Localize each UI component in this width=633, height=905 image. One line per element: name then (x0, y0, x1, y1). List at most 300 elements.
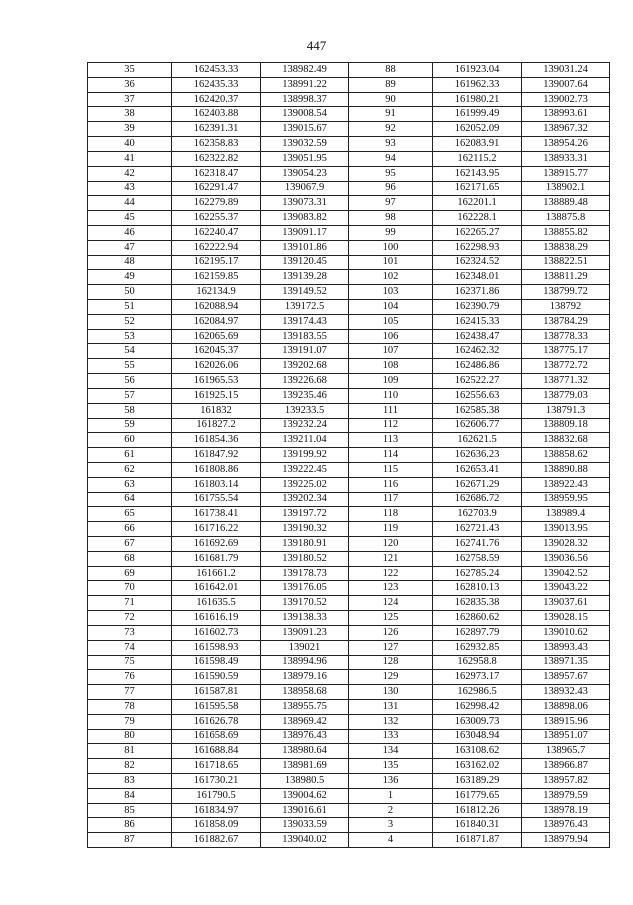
table-row (88, 537, 610, 552)
y-coordinate-right: 138966.87 (522, 759, 610, 774)
x-coordinate-left: 161965.53 (172, 374, 261, 389)
table-row (88, 729, 610, 744)
y-coordinate-left: 139180.52 (261, 551, 349, 566)
x-coordinate-right: 162653.41 (433, 462, 522, 477)
x-coordinate-right: 162621.5 (433, 433, 522, 448)
point-number-right: 88 (349, 63, 433, 78)
y-coordinate-left: 139172.5 (261, 300, 349, 315)
y-coordinate-left: 138981.69 (261, 759, 349, 774)
table-row (88, 522, 610, 537)
point-number-left: 64 (88, 492, 172, 507)
y-coordinate-right: 138978.19 (522, 803, 610, 818)
point-number-right: 99 (349, 225, 433, 240)
table-row (88, 300, 610, 315)
table-row (88, 566, 610, 581)
y-coordinate-right: 138811.29 (522, 270, 610, 285)
y-coordinate-right: 138976.43 (522, 818, 610, 833)
table-row (88, 181, 610, 196)
point-number-left: 44 (88, 196, 172, 211)
point-number-left: 81 (88, 744, 172, 759)
table-row (88, 374, 610, 389)
table-row (88, 418, 610, 433)
y-coordinate-right: 138838.29 (522, 240, 610, 255)
point-number-left: 62 (88, 462, 172, 477)
x-coordinate-left: 162045.37 (172, 344, 261, 359)
y-coordinate-left: 139180.91 (261, 537, 349, 552)
y-coordinate-left: 139191.07 (261, 344, 349, 359)
y-coordinate-left: 139083.82 (261, 211, 349, 226)
y-coordinate-right: 138772.72 (522, 359, 610, 374)
y-coordinate-left: 139067.9 (261, 181, 349, 196)
x-coordinate-left: 161642.01 (172, 581, 261, 596)
point-number-right: 135 (349, 759, 433, 774)
x-coordinate-left: 162065.69 (172, 329, 261, 344)
point-number-right: 102 (349, 270, 433, 285)
table-row (88, 403, 610, 418)
y-coordinate-left: 138969.42 (261, 714, 349, 729)
x-coordinate-right: 162686.72 (433, 492, 522, 507)
x-coordinate-left: 162291.47 (172, 181, 261, 196)
y-coordinate-right: 139042.52 (522, 566, 610, 581)
x-coordinate-right: 161980.21 (433, 92, 522, 107)
point-number-right: 103 (349, 285, 433, 300)
table-row (88, 581, 610, 596)
y-coordinate-right: 138951.07 (522, 729, 610, 744)
point-number-left: 75 (88, 655, 172, 670)
table-row (88, 92, 610, 107)
y-coordinate-left: 139233.5 (261, 403, 349, 418)
y-coordinate-right: 138993.61 (522, 107, 610, 122)
point-number-left: 76 (88, 670, 172, 685)
point-number-left: 38 (88, 107, 172, 122)
point-number-right: 115 (349, 462, 433, 477)
y-coordinate-left: 139091.17 (261, 225, 349, 240)
y-coordinate-right: 139036.56 (522, 551, 610, 566)
point-number-left: 74 (88, 640, 172, 655)
point-number-left: 77 (88, 685, 172, 700)
table-row (88, 151, 610, 166)
x-coordinate-right: 162083.91 (433, 137, 522, 152)
x-coordinate-left: 162318.47 (172, 166, 261, 181)
point-number-right: 112 (349, 418, 433, 433)
table-row (88, 507, 610, 522)
point-number-left: 70 (88, 581, 172, 596)
table-row (88, 255, 610, 270)
x-coordinate-left: 162134.9 (172, 285, 261, 300)
y-coordinate-right: 138959.95 (522, 492, 610, 507)
x-coordinate-left: 162084.97 (172, 314, 261, 329)
point-number-left: 57 (88, 388, 172, 403)
point-number-right: 98 (349, 211, 433, 226)
point-number-left: 79 (88, 714, 172, 729)
point-number-right: 119 (349, 522, 433, 537)
x-coordinate-right: 162785.24 (433, 566, 522, 581)
point-number-left: 66 (88, 522, 172, 537)
coordinates-table-body (88, 63, 610, 848)
point-number-left: 37 (88, 92, 172, 107)
y-coordinate-left: 139235.46 (261, 388, 349, 403)
y-coordinate-right: 138791.3 (522, 403, 610, 418)
y-coordinate-left: 139199.92 (261, 448, 349, 463)
point-number-right: 129 (349, 670, 433, 685)
point-number-right: 118 (349, 507, 433, 522)
x-coordinate-left: 161598.49 (172, 655, 261, 670)
x-coordinate-right: 162986.5 (433, 685, 522, 700)
x-coordinate-right: 163108.62 (433, 744, 522, 759)
x-coordinate-right: 161999.49 (433, 107, 522, 122)
y-coordinate-left: 139120.45 (261, 255, 349, 270)
y-coordinate-right: 138775.17 (522, 344, 610, 359)
table-row (88, 166, 610, 181)
table-row (88, 699, 610, 714)
point-number-left: 53 (88, 329, 172, 344)
table-row (88, 818, 610, 833)
x-coordinate-left: 161598.93 (172, 640, 261, 655)
point-number-right: 104 (349, 300, 433, 315)
x-coordinate-left: 162255.37 (172, 211, 261, 226)
point-number-right: 131 (349, 699, 433, 714)
point-number-right: 130 (349, 685, 433, 700)
x-coordinate-right: 162860.62 (433, 611, 522, 626)
y-coordinate-left: 139051.95 (261, 151, 349, 166)
y-coordinate-right: 139028.32 (522, 537, 610, 552)
table-row (88, 270, 610, 285)
x-coordinate-right: 162415.33 (433, 314, 522, 329)
point-number-right: 128 (349, 655, 433, 670)
x-coordinate-left: 161803.14 (172, 477, 261, 492)
point-number-left: 59 (88, 418, 172, 433)
point-number-left: 35 (88, 63, 172, 78)
x-coordinate-left: 161854.36 (172, 433, 261, 448)
y-coordinate-right: 139028.15 (522, 611, 610, 626)
y-coordinate-left: 139139.28 (261, 270, 349, 285)
x-coordinate-left: 161755.54 (172, 492, 261, 507)
x-coordinate-left: 161635.5 (172, 596, 261, 611)
x-coordinate-right: 162636.23 (433, 448, 522, 463)
table-row (88, 803, 610, 818)
x-coordinate-left: 162391.31 (172, 122, 261, 137)
y-coordinate-left: 138991.22 (261, 77, 349, 92)
point-number-right: 90 (349, 92, 433, 107)
x-coordinate-left: 161858.09 (172, 818, 261, 833)
y-coordinate-right: 138890.88 (522, 462, 610, 477)
y-coordinate-left: 139183.55 (261, 329, 349, 344)
x-coordinate-left: 162222.94 (172, 240, 261, 255)
x-coordinate-right: 161840.31 (433, 818, 522, 833)
point-number-right: 4 (349, 833, 433, 848)
x-coordinate-right: 162973.17 (433, 670, 522, 685)
y-coordinate-right: 138971.35 (522, 655, 610, 670)
table-row (88, 788, 610, 803)
point-number-right: 116 (349, 477, 433, 492)
point-number-left: 49 (88, 270, 172, 285)
point-number-left: 47 (88, 240, 172, 255)
table-row (88, 240, 610, 255)
point-number-right: 132 (349, 714, 433, 729)
point-number-right: 106 (349, 329, 433, 344)
point-number-right: 109 (349, 374, 433, 389)
y-coordinate-right: 139013.95 (522, 522, 610, 537)
y-coordinate-right: 138933.31 (522, 151, 610, 166)
table-row (88, 655, 610, 670)
point-number-left: 45 (88, 211, 172, 226)
table-row (88, 433, 610, 448)
y-coordinate-left: 139226.68 (261, 374, 349, 389)
x-coordinate-left: 162403.88 (172, 107, 261, 122)
y-coordinate-right: 138832.68 (522, 433, 610, 448)
x-coordinate-left: 161587.81 (172, 685, 261, 700)
y-coordinate-right: 138855.82 (522, 225, 610, 240)
point-number-left: 84 (88, 788, 172, 803)
x-coordinate-right: 162556.63 (433, 388, 522, 403)
table-row (88, 344, 610, 359)
y-coordinate-left: 139202.68 (261, 359, 349, 374)
point-number-right: 121 (349, 551, 433, 566)
point-number-left: 52 (88, 314, 172, 329)
x-coordinate-right: 161962.33 (433, 77, 522, 92)
table-row (88, 314, 610, 329)
table-row (88, 685, 610, 700)
point-number-right: 125 (349, 611, 433, 626)
x-coordinate-left: 161790.5 (172, 788, 261, 803)
table-row (88, 63, 610, 78)
table-row (88, 462, 610, 477)
point-number-right: 122 (349, 566, 433, 581)
x-coordinate-left: 162159.85 (172, 270, 261, 285)
table-row (88, 714, 610, 729)
y-coordinate-left: 139091.23 (261, 625, 349, 640)
y-coordinate-left: 139170.52 (261, 596, 349, 611)
table-row (88, 448, 610, 463)
point-number-right: 108 (349, 359, 433, 374)
y-coordinate-left: 139008.54 (261, 107, 349, 122)
x-coordinate-left: 162322.82 (172, 151, 261, 166)
point-number-right: 92 (349, 122, 433, 137)
point-number-left: 69 (88, 566, 172, 581)
point-number-right: 107 (349, 344, 433, 359)
table-row (88, 670, 610, 685)
y-coordinate-right: 138784.29 (522, 314, 610, 329)
x-coordinate-left: 161827.2 (172, 418, 261, 433)
table-row (88, 551, 610, 566)
x-coordinate-left: 162026.06 (172, 359, 261, 374)
point-number-right: 89 (349, 77, 433, 92)
y-coordinate-right: 138979.59 (522, 788, 610, 803)
point-number-left: 67 (88, 537, 172, 552)
y-coordinate-left: 139178.73 (261, 566, 349, 581)
x-coordinate-right: 162522.27 (433, 374, 522, 389)
point-number-right: 101 (349, 255, 433, 270)
table-row (88, 137, 610, 152)
table-row (88, 640, 610, 655)
x-coordinate-right: 162390.79 (433, 300, 522, 315)
point-number-right: 117 (349, 492, 433, 507)
point-number-right: 2 (349, 803, 433, 818)
x-coordinate-right: 162958.8 (433, 655, 522, 670)
table-row (88, 759, 610, 774)
y-coordinate-left: 139176.05 (261, 581, 349, 596)
point-number-right: 96 (349, 181, 433, 196)
x-coordinate-right: 162758.59 (433, 551, 522, 566)
point-number-right: 1 (349, 788, 433, 803)
point-number-left: 85 (88, 803, 172, 818)
x-coordinate-left: 161738.41 (172, 507, 261, 522)
y-coordinate-right: 138771.32 (522, 374, 610, 389)
y-coordinate-right: 138932.43 (522, 685, 610, 700)
point-number-right: 123 (349, 581, 433, 596)
y-coordinate-left: 138955.75 (261, 699, 349, 714)
x-coordinate-right: 161812.26 (433, 803, 522, 818)
x-coordinate-left: 161595.58 (172, 699, 261, 714)
x-coordinate-left: 162279.89 (172, 196, 261, 211)
point-number-left: 56 (88, 374, 172, 389)
y-coordinate-right: 138915.96 (522, 714, 610, 729)
y-coordinate-left: 138958.68 (261, 685, 349, 700)
table-row (88, 477, 610, 492)
point-number-right: 124 (349, 596, 433, 611)
table-row (88, 285, 610, 300)
point-number-right: 105 (349, 314, 433, 329)
point-number-right: 97 (349, 196, 433, 211)
point-number-left: 43 (88, 181, 172, 196)
y-coordinate-left: 138980.5 (261, 774, 349, 789)
y-coordinate-right: 139037.61 (522, 596, 610, 611)
y-coordinate-right: 138792 (522, 300, 610, 315)
table-row (88, 833, 610, 848)
x-coordinate-right: 162703.9 (433, 507, 522, 522)
x-coordinate-left: 162453.33 (172, 63, 261, 78)
x-coordinate-right: 162265.27 (433, 225, 522, 240)
point-number-right: 91 (349, 107, 433, 122)
point-number-right: 94 (349, 151, 433, 166)
point-number-left: 42 (88, 166, 172, 181)
x-coordinate-right: 161779.65 (433, 788, 522, 803)
table-row (88, 611, 610, 626)
point-number-right: 3 (349, 818, 433, 833)
point-number-left: 65 (88, 507, 172, 522)
y-coordinate-right: 138957.82 (522, 774, 610, 789)
x-coordinate-right: 162371.86 (433, 285, 522, 300)
x-coordinate-left: 161716.22 (172, 522, 261, 537)
x-coordinate-right: 162671.29 (433, 477, 522, 492)
x-coordinate-left: 161808.86 (172, 462, 261, 477)
x-coordinate-right: 162741.76 (433, 537, 522, 552)
y-coordinate-left: 139004.62 (261, 788, 349, 803)
x-coordinate-right: 162115.2 (433, 151, 522, 166)
page-number: 447 (306, 38, 327, 53)
x-coordinate-right: 162835.38 (433, 596, 522, 611)
point-number-left: 83 (88, 774, 172, 789)
point-number-left: 54 (88, 344, 172, 359)
y-coordinate-left: 138979.16 (261, 670, 349, 685)
point-number-right: 133 (349, 729, 433, 744)
x-coordinate-left: 161925.15 (172, 388, 261, 403)
point-number-left: 80 (88, 729, 172, 744)
x-coordinate-right: 163048.94 (433, 729, 522, 744)
point-number-right: 120 (349, 537, 433, 552)
point-number-right: 110 (349, 388, 433, 403)
y-coordinate-right: 138954.26 (522, 137, 610, 152)
x-coordinate-left: 162435.33 (172, 77, 261, 92)
table-row (88, 388, 610, 403)
table-row (88, 359, 610, 374)
x-coordinate-left: 161681.79 (172, 551, 261, 566)
y-coordinate-right: 138898.06 (522, 699, 610, 714)
x-coordinate-right: 161871.87 (433, 833, 522, 848)
table-row (88, 122, 610, 137)
y-coordinate-left: 139033.59 (261, 818, 349, 833)
point-number-left: 78 (88, 699, 172, 714)
y-coordinate-right: 138822.51 (522, 255, 610, 270)
table-row (88, 225, 610, 240)
point-number-left: 60 (88, 433, 172, 448)
point-number-right: 113 (349, 433, 433, 448)
point-number-right: 126 (349, 625, 433, 640)
y-coordinate-right: 139002.73 (522, 92, 610, 107)
table-row (88, 744, 610, 759)
y-coordinate-left: 139232.24 (261, 418, 349, 433)
y-coordinate-left: 139032.59 (261, 137, 349, 152)
x-coordinate-right: 163009.73 (433, 714, 522, 729)
y-coordinate-right: 139010.62 (522, 625, 610, 640)
y-coordinate-left: 139149.52 (261, 285, 349, 300)
y-coordinate-right: 138922.43 (522, 477, 610, 492)
x-coordinate-right: 162810.13 (433, 581, 522, 596)
y-coordinate-left: 139054.23 (261, 166, 349, 181)
point-number-left: 39 (88, 122, 172, 137)
x-coordinate-right: 162998.42 (433, 699, 522, 714)
y-coordinate-left: 139016.61 (261, 803, 349, 818)
y-coordinate-left: 139225.02 (261, 477, 349, 492)
y-coordinate-left: 138998.37 (261, 92, 349, 107)
point-number-right: 111 (349, 403, 433, 418)
y-coordinate-right: 139031.24 (522, 63, 610, 78)
y-coordinate-right: 138875.8 (522, 211, 610, 226)
y-coordinate-right: 138778.33 (522, 329, 610, 344)
x-coordinate-left: 162195.17 (172, 255, 261, 270)
y-coordinate-right: 139043.22 (522, 581, 610, 596)
point-number-right: 93 (349, 137, 433, 152)
y-coordinate-right: 138799.72 (522, 285, 610, 300)
x-coordinate-right: 162897.79 (433, 625, 522, 640)
y-coordinate-left: 139101.86 (261, 240, 349, 255)
y-coordinate-left: 139174.43 (261, 314, 349, 329)
x-coordinate-right: 162606.77 (433, 418, 522, 433)
y-coordinate-left: 139197.72 (261, 507, 349, 522)
point-number-left: 50 (88, 285, 172, 300)
y-coordinate-left: 138994.96 (261, 655, 349, 670)
point-number-left: 61 (88, 448, 172, 463)
x-coordinate-right: 162298.93 (433, 240, 522, 255)
point-number-left: 51 (88, 300, 172, 315)
x-coordinate-left: 162420.37 (172, 92, 261, 107)
x-coordinate-left: 161834.97 (172, 803, 261, 818)
point-number-left: 36 (88, 77, 172, 92)
x-coordinate-left: 161688.84 (172, 744, 261, 759)
y-coordinate-right: 138889.48 (522, 196, 610, 211)
y-coordinate-left: 138980.64 (261, 744, 349, 759)
y-coordinate-left: 138976.43 (261, 729, 349, 744)
x-coordinate-left: 161658.69 (172, 729, 261, 744)
x-coordinate-left: 161730.21 (172, 774, 261, 789)
point-number-left: 63 (88, 477, 172, 492)
x-coordinate-left: 161847.92 (172, 448, 261, 463)
x-coordinate-left: 161602.73 (172, 625, 261, 640)
x-coordinate-left: 161616.19 (172, 611, 261, 626)
x-coordinate-right: 161923.04 (433, 63, 522, 78)
point-number-left: 46 (88, 225, 172, 240)
table-row (88, 77, 610, 92)
